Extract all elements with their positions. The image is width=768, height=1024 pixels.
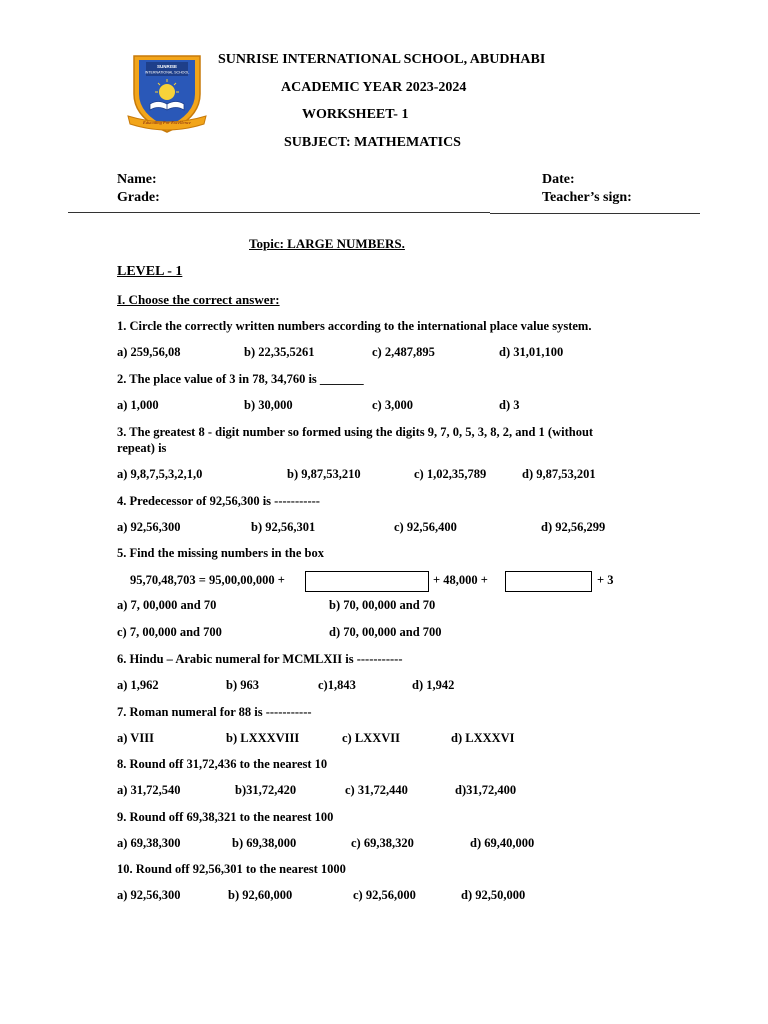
option-b[interactable]: b) 963 [226,678,259,692]
option-d[interactable]: d) 1,942 [412,678,455,692]
academic-year: ACADEMIC YEAR 2023-2024 [281,80,467,95]
equation-left: 95,70,48,703 = 95,00,00,000 + [130,573,285,587]
option-b[interactable]: b) 92,56,301 [251,520,316,534]
option-d[interactable]: d) 92,50,000 [461,888,526,902]
option-a[interactable]: a) 7, 00,000 and 70 [117,598,217,612]
question-text-continued: repeat) is [117,441,167,455]
question-text: 4. Predecessor of 92,56,300 is ----------- [117,494,320,508]
option-a[interactable]: a) VIII [117,731,154,745]
section-heading: I. Choose the correct answer: [117,292,280,307]
question-text: 8. Round off 31,72,436 to the nearest 10 [117,757,328,771]
question-text: 1. Circle the correctly written numbers according to the international place value system. [117,319,592,333]
option-a[interactable]: a) 1,962 [117,678,159,692]
question-text: 7. Roman numeral for 88 is ----------- [117,705,312,719]
option-c[interactable]: c) 31,72,440 [345,783,408,797]
answer-box-2[interactable] [505,571,592,592]
option-b[interactable]: b)31,72,420 [235,783,297,797]
header-divider [490,213,700,214]
option-b[interactable]: b) 30,000 [244,398,293,412]
option-c[interactable]: c) 92,56,400 [394,520,457,534]
option-b[interactable]: b) 92,60,000 [228,888,293,902]
option-a[interactable]: a) 9,8,7,5,3,2,1,0 [117,467,203,481]
option-b[interactable]: b) 69,38,000 [232,836,297,850]
option-c[interactable]: c) 92,56,000 [353,888,416,902]
school-logo [126,52,208,136]
option-b[interactable]: b) 22,35,5261 [244,345,315,359]
subject-title: SUBJECT: MATHEMATICS [284,135,461,150]
question-text: 9. Round off 69,38,321 to the nearest 100 [117,810,334,824]
option-d[interactable]: d) LXXXVI [451,731,515,745]
svg-text:Educating For Excellence: Educating For Excellence [143,120,191,125]
option-a[interactable]: a) 92,56,300 [117,520,181,534]
question-text: 5. Find the missing numbers in the box [117,546,324,560]
option-d[interactable]: d)31,72,400 [455,783,517,797]
option-d[interactable]: d) 92,56,299 [541,520,606,534]
grade-field-label: Grade: [117,190,160,205]
equation-middle: + 48,000 + [433,573,488,587]
option-a[interactable]: a) 92,56,300 [117,888,181,902]
equation-right: + 3 [597,573,614,587]
option-c[interactable]: c)1,843 [318,678,356,692]
option-c[interactable]: c) 69,38,320 [351,836,414,850]
level-heading: LEVEL - 1 [117,264,183,279]
option-d[interactable]: d) 31,01,100 [499,345,564,359]
option-a[interactable]: a) 259,56,08 [117,345,181,359]
option-c[interactable]: c) LXXVII [342,731,400,745]
answer-box-1[interactable] [305,571,429,592]
option-d[interactable]: d) 3 [499,398,520,412]
worksheet-title: WORKSHEET- 1 [302,107,409,122]
option-d[interactable]: d) 70, 00,000 and 700 [329,625,442,639]
question-text: 10. Round off 92,56,301 to the nearest 1000 [117,862,346,876]
topic-heading: Topic: LARGE NUMBERS. [249,236,405,251]
school-name: SUNRISE INTERNATIONAL SCHOOL, ABUDHABI [218,52,546,67]
option-c[interactable]: c) 3,000 [372,398,413,412]
school-crest-icon [126,52,208,136]
question-text: 3. The greatest 8 - digit number so formed using the digits 9, 7, 0, 5, 3, 8, 2, and 1 (without [117,425,594,439]
question-text: 2. The place value of 3 in 78, 34,760 is _______ [117,372,364,386]
option-a[interactable]: a) 31,72,540 [117,783,181,797]
option-b[interactable]: b) 9,87,53,210 [287,467,361,481]
svg-text:INTERNATIONAL SCHOOL: INTERNATIONAL SCHOOL [144,70,190,75]
option-a[interactable]: a) 1,000 [117,398,159,412]
option-b[interactable]: b) LXXXVIII [226,731,300,745]
date-field-label: Date: [542,172,575,187]
option-d[interactable]: d) 9,87,53,201 [522,467,596,481]
question-text: 6. Hindu – Arabic numeral for MCMLXII is ----------- [117,652,403,666]
option-a[interactable]: a) 69,38,300 [117,836,181,850]
name-field-label: Name: [117,172,157,187]
option-d[interactable]: d) 69,40,000 [470,836,535,850]
option-c[interactable]: c) 1,02,35,789 [414,467,487,481]
option-c[interactable]: c) 7, 00,000 and 700 [117,625,222,639]
teacher-sign-field-label: Teacher’s sign: [542,190,632,205]
option-b[interactable]: b) 70, 00,000 and 70 [329,598,436,612]
svg-text:SUNRISE: SUNRISE [156,64,178,69]
option-c[interactable]: c) 2,487,895 [372,345,435,359]
header-divider [68,212,490,213]
